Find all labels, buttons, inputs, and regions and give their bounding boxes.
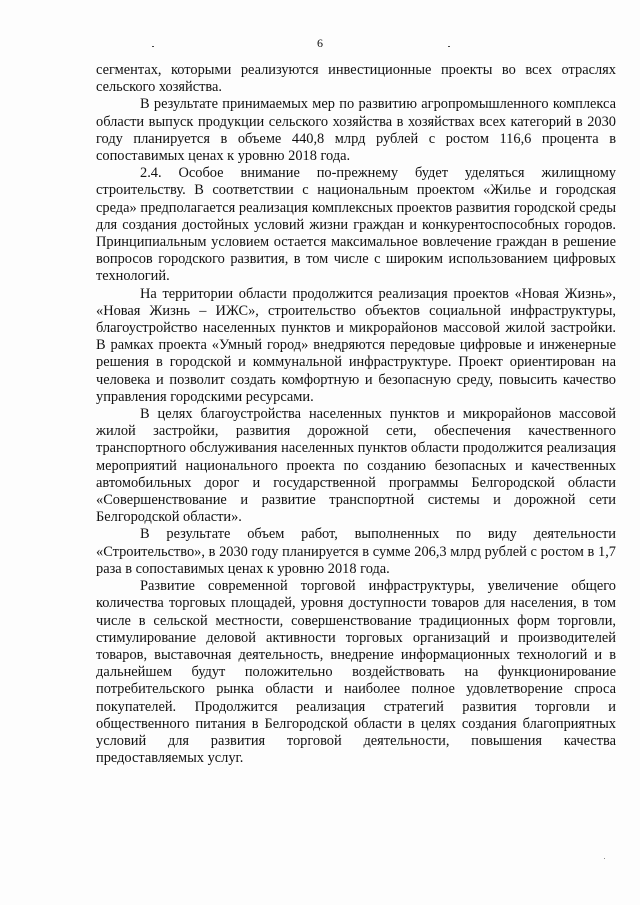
paragraph: сегментах, которыми реализуются инвестиционные проекты во всех отраслях сельского хозяйства. [96,62,616,96]
paragraph: 2.4. Особое внимание по-прежнему будет уделяться жилищному строительству. В соответствии с национальным проектом «Жилье и городская среда» предполагается реализация комплексных проектов развития городской среды для создания достойных условий жизни граждан и конкурентоспособных городов. Принципиальным условием остается максимальное вовлечение граждан в решение вопросов городского развития, в том числе с широким использованием цифровых технологий. [96,165,616,285]
paragraph: В целях благоустройства населенных пунктов и микрорайонов массовой жилой застройки, развития дорожной сети, обеспечения качественного транспортного обслуживания населенных пунктов области продолжится реализация мероприятий национального проекта по созданию безопасных и качественных автомобильных дорог и государственной программы Белгородской области «Совершенствование и развитие транспортной системы и дорожной сети Белгородской области». [96,406,616,526]
page-number: 6 [317,36,323,50]
paragraph: В результате принимаемых мер по развитию агропромышленного комплекса области выпуск продукции сельского хозяйства в хозяйствах всех категорий в 2030 году планируется в объеме 440,8 млрд рублей с ростом 116,6 процента в сопоставимых ценах к уровню 2018 года. [96,96,616,165]
paragraph: Развитие современной торговой инфраструктуры, увеличение общего количества торговых площадей, уровня доступности товаров для населения, в том числе в сельской местности, совершенствование традиционных форм торговли, стимулирование деловой активности торговых организаций и производителей товаров, выставочная деятельность, внедрение информационных технологий и в дальнейшем будут положительно воздействовать на функционирование потребительского рынка области и наиболее полное удовлетворение спроса покупателей. Продолжится реализация стратегий развития торговли и общественного питания в Белгородской области в целях создания благоприятных условий для развития торговой деятельности, повышения качества предоставляемых услуг. [96,578,616,767]
scan-speck [604,858,605,859]
paragraph: В результате объем работ, выполненных по виду деятельности «Строительство», в 2030 году планируется в сумме 206,3 млрд рублей с ростом в 1,7 раза в сопоставимых ценах к уровню 2018 года. [96,526,616,577]
paragraph: На территории области продолжится реализация проектов «Новая Жизнь», «Новая Жизнь – ИЖС», строительство объектов социальной инфраструктуры, благоустройство населенных пунктов и микрорайонов массовой жилой застройки. В рамках проекта «Умный город» внедряются передовые цифровые и инженерные решения в городской и коммунальной инфраструктуре. Проект ориентирован на человека и позволит создать комфортную и безопасную среду, повысить качество управления городскими ресурсами. [96,285,616,405]
body-text [96,62,616,767]
